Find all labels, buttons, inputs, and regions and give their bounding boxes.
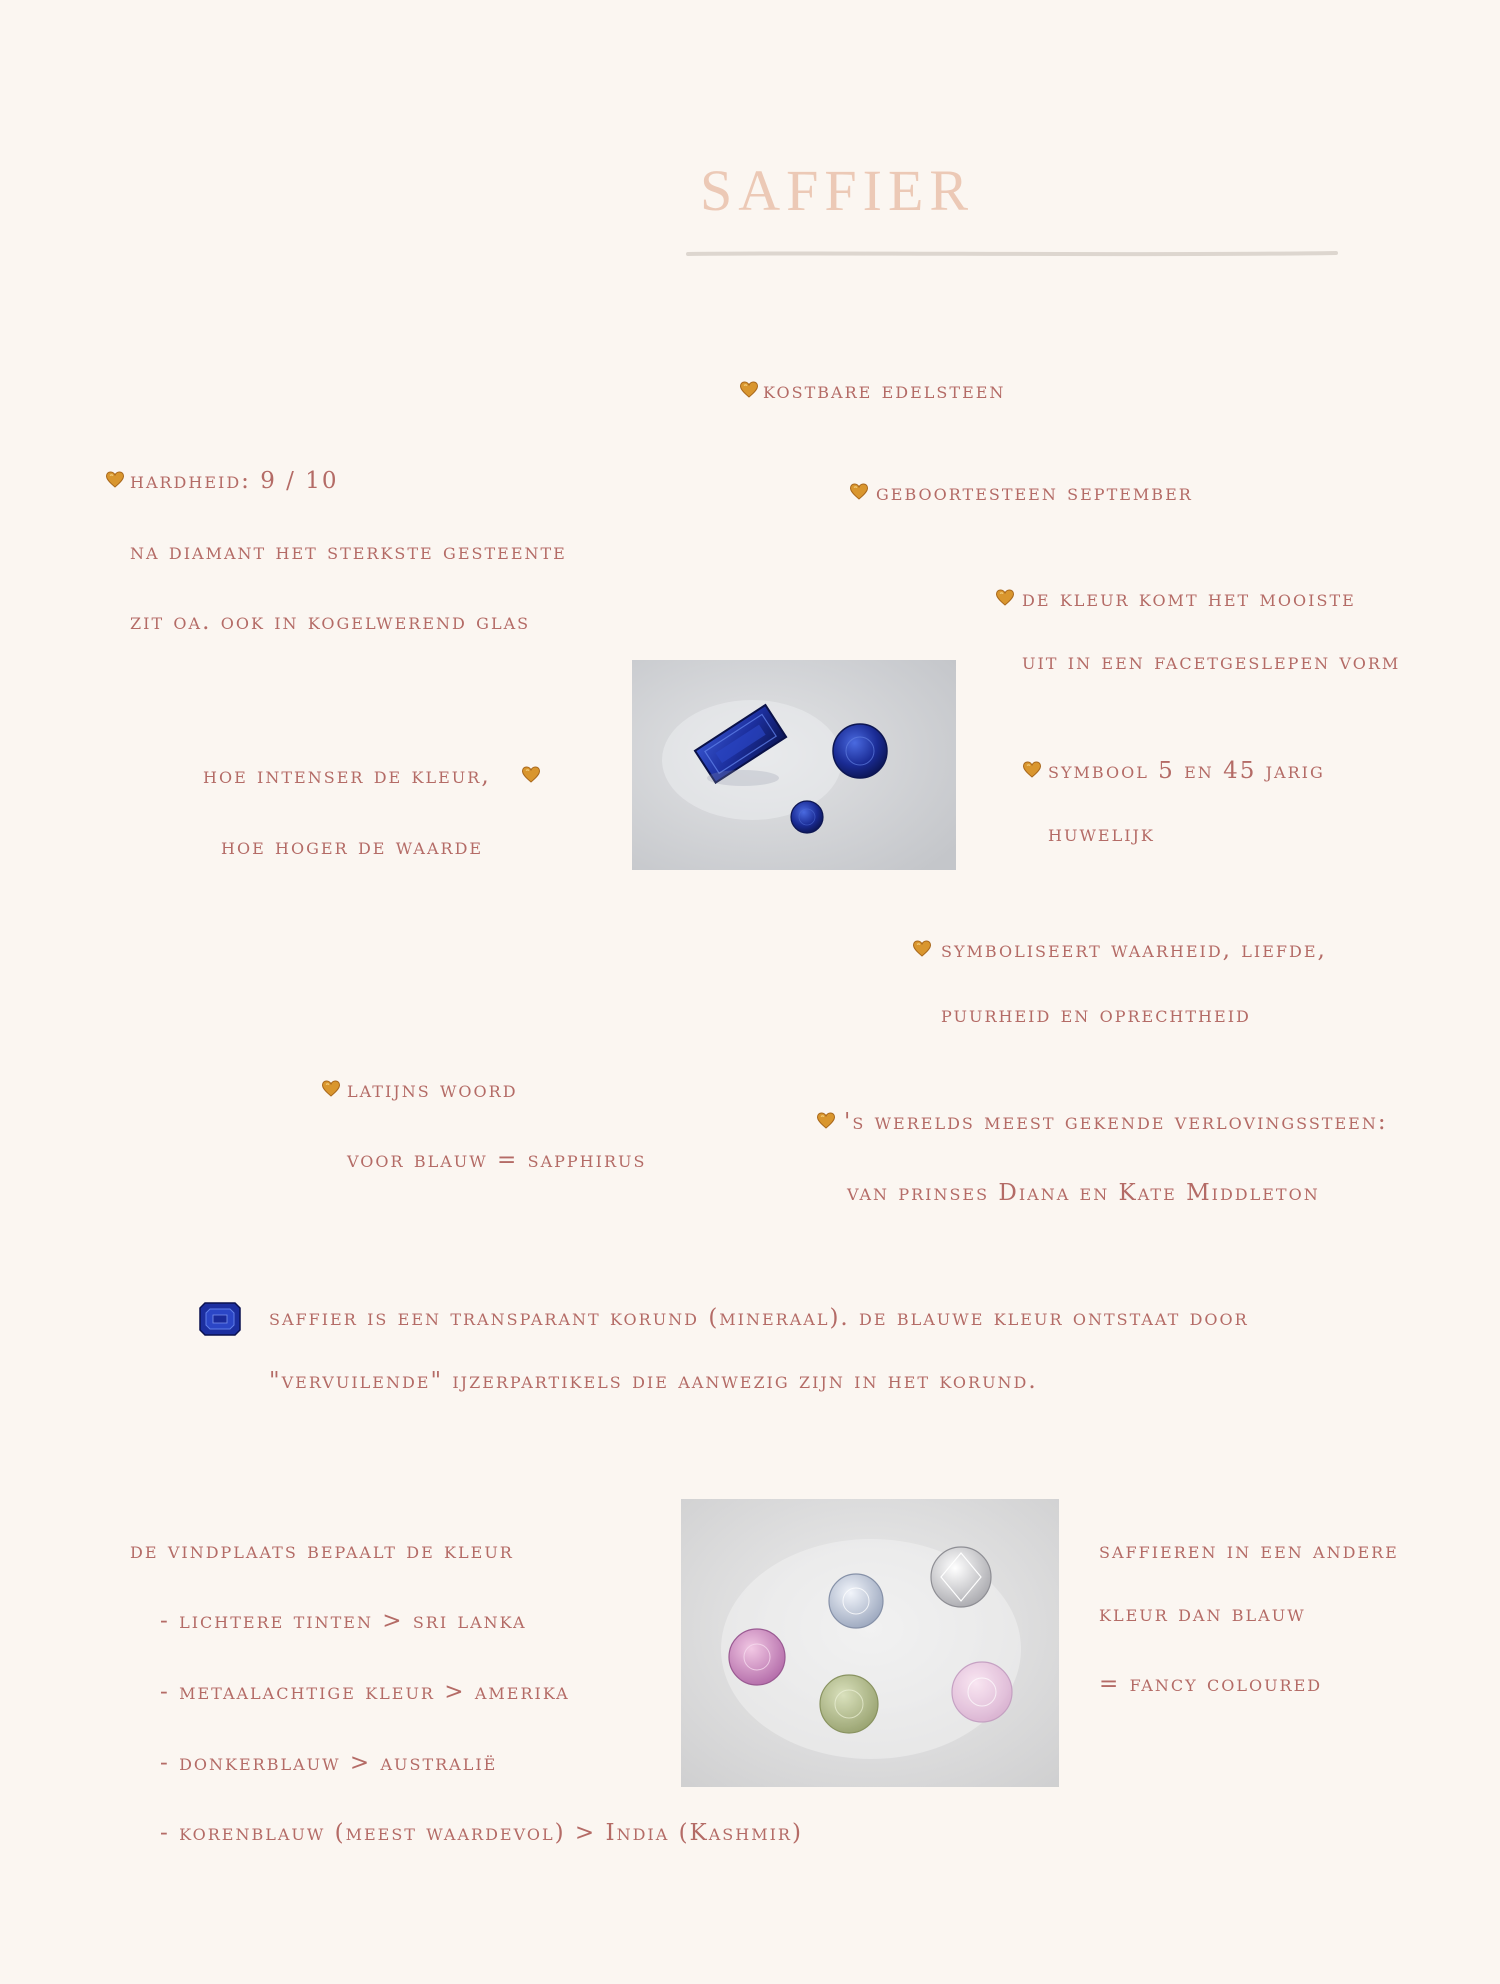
- fact-intenser-line2: hoe hoger de waarde: [221, 834, 484, 860]
- fact-hardheid: hardheid: 9 / 10: [130, 468, 339, 494]
- fact-kostbare-edelsteen: kostbare edelsteen: [763, 378, 1006, 404]
- fact-verloving-line1: 's werelds meest gekende verlovingssteen:: [844, 1109, 1388, 1135]
- fact-verloving-line2: van prinses Diana en Kate Middleton: [847, 1180, 1320, 1206]
- title-underline: [686, 250, 1338, 258]
- fact-geboortesteen: geboortesteen september: [876, 480, 1193, 506]
- heart-icon: [105, 470, 125, 490]
- heart-icon: [995, 588, 1015, 608]
- sapphire-gem-icon: [199, 1302, 241, 1336]
- korund-line2: "vervuilende" ijzerpartikels die aanwezig zijn in het korund.: [269, 1368, 1038, 1394]
- fancy-line3: = fancy coloured: [1099, 1671, 1323, 1697]
- heart-icon: [739, 380, 759, 400]
- fancy-line1: saffieren in een andere: [1099, 1538, 1399, 1564]
- vindplaats-item: - metaalachtige kleur > amerika: [160, 1679, 570, 1705]
- fact-kleur-line2: uit in een facetgeslepen vorm: [1022, 649, 1401, 675]
- fact-symbool-line1: symbool 5 en 45 jarig: [1048, 758, 1325, 784]
- fact-latijn-line1: latijns woord: [347, 1077, 518, 1103]
- heart-icon: [849, 482, 869, 502]
- vindplaats-item: - lichtere tinten > sri lanka: [160, 1608, 527, 1634]
- fact-latijn-line2: voor blauw = sapphirus: [347, 1147, 647, 1173]
- korund-line1: saffier is een transparant korund (mineraal). de blauwe kleur ontstaat door: [269, 1305, 1249, 1331]
- heart-icon: [912, 939, 932, 959]
- fancy-sapphires-photo: [681, 1499, 1059, 1787]
- fact-kleur-line1: de kleur komt het mooiste: [1022, 586, 1356, 612]
- fact-na-diamant: na diamant het sterkste gesteente: [130, 539, 567, 565]
- vindplaats-item: - korenblauw (meest waardevol) > India (Kashmir): [160, 1820, 803, 1846]
- fact-symboliseert-line2: puurheid en oprechtheid: [941, 1002, 1251, 1028]
- heart-icon: [521, 765, 541, 785]
- fancy-line2: kleur dan blauw: [1099, 1601, 1306, 1627]
- fact-symbool-line2: huwelijk: [1048, 821, 1155, 847]
- heart-icon: [321, 1079, 341, 1099]
- page-title: SAFFIER: [700, 158, 975, 223]
- fact-intenser-line1: hoe intenser de kleur,: [203, 763, 491, 789]
- fact-symboliseert-line1: symboliseert waarheid, liefde,: [941, 937, 1327, 963]
- vindplaats-heading: de vindplaats bepaalt de kleur: [130, 1538, 514, 1564]
- vindplaats-item: - donkerblauw > australië: [160, 1750, 498, 1776]
- heart-icon: [816, 1111, 836, 1131]
- blue-sapphires-photo: [632, 660, 956, 870]
- heart-icon: [1022, 760, 1042, 780]
- fact-kogelwerend: zit oa. ook in kogelwerend glas: [130, 609, 531, 635]
